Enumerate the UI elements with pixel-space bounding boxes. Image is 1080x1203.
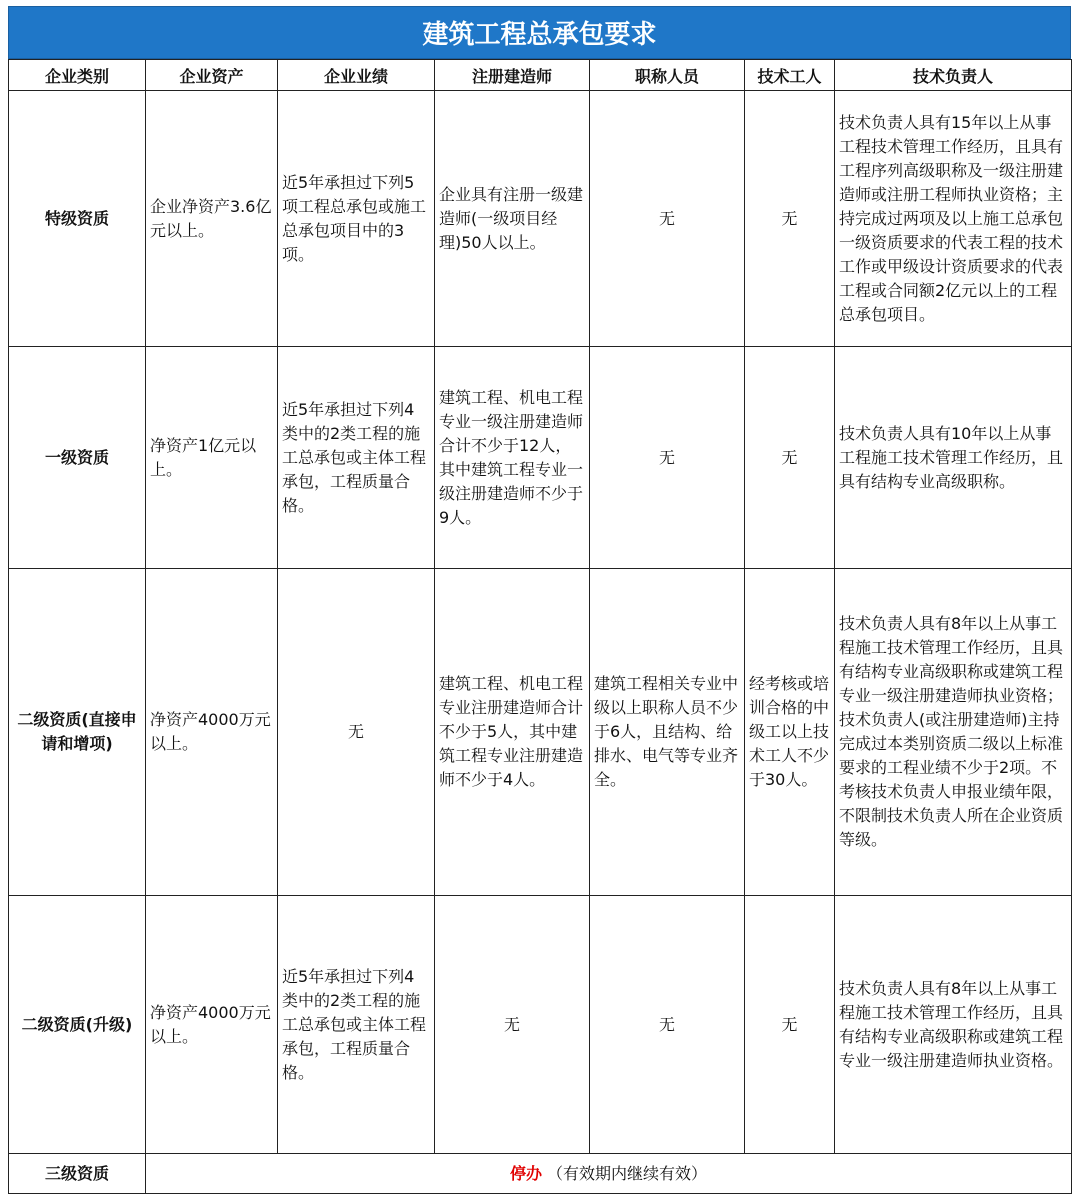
performance-cell: 近5年承担过下列4类中的2类工程的施工总承包或主体工程承包，工程质量合格。 [278,896,435,1154]
header-row [9,60,1072,91]
status-stopped: 停办 [509,1163,542,1183]
tech-lead-cell: 技术负责人具有15年以上从事工程技术管理工作经历，且具有工程序列高级职称及一级注册建造师或注册工程师执业资格；主持完成过两项及以上施工总承包一级资质要求的代表工程的技术工作或甲级设计资质要求的代表工程或合同额2亿元以上的工程总承包项目。 [835,91,1072,347]
header-titled: 职称人员 [590,60,745,91]
tech-lead-cell: 技术负责人具有8年以上从事工程施工技术管理工作经历，且具有结构专业高级职称或建筑工程专业一级注册建造师执业资格；技术负责人(或注册建造师)主持完成过本类别资质二级以上标准要求的工程业绩不少于2项。不考核技术负责人申报业绩年限，不限制技术负责人所在企业资质等级。 [835,569,1072,896]
assets-cell: 净资产4000万元以上。 [146,569,278,896]
header-builders: 注册建造师 [435,60,590,91]
category-cell: 特级资质 [9,91,146,347]
header-tech-lead: 技术负责人 [835,60,1072,91]
workers-cell: 经考核或培训合格的中级工以上技术工人不少于30人。 [745,569,835,896]
builders-cell: 企业具有注册一级建造师(一级项目经理)50人以上。 [435,91,590,347]
table-row-last [9,1154,1072,1194]
builders-cell: 无 [435,896,590,1154]
titled-cell: 无 [590,91,745,347]
assets-cell: 企业净资产3.6亿元以上。 [146,91,278,347]
builders-cell: 建筑工程、机电工程专业一级注册建造师合计不少于12人，其中建筑工程专业一级注册建造师不少于9人。 [435,347,590,569]
performance-cell: 无 [278,569,435,896]
table-row [9,91,1072,347]
page-title: 建筑工程总承包要求 [8,6,1071,59]
table-row [9,347,1072,569]
header-assets: 企业资产 [146,60,278,91]
category-cell: 二级资质(升级) [9,896,146,1154]
tech-lead-cell: 技术负责人具有10年以上从事工程施工技术管理工作经历，且具有结构专业高级职称。 [835,347,1072,569]
titled-cell: 建筑工程相关专业中级以上职称人员不少于6人，且结构、给排水、电气等专业齐全。 [590,569,745,896]
tech-lead-cell: 技术负责人具有8年以上从事工程施工技术管理工作经历，且具有结构专业高级职称或建筑工程专业一级注册建造师执业资格。 [835,896,1072,1154]
table-row [9,569,1072,896]
titled-cell: 无 [590,347,745,569]
header-category: 企业类别 [9,60,146,91]
workers-cell: 无 [745,347,835,569]
status-note: （有效期内继续有效） [547,1163,708,1183]
performance-cell: 近5年承担过下列4类中的2类工程的施工总承包或主体工程承包，工程质量合格。 [278,347,435,569]
builders-cell: 建筑工程、机电工程专业注册建造师合计不少于5人，其中建筑工程专业注册建造师不少于4人。 [435,569,590,896]
table-row [9,896,1072,1154]
header-performance: 企业业绩 [278,60,435,91]
workers-cell: 无 [745,896,835,1154]
requirements-table [8,59,1072,1194]
category-cell: 一级资质 [9,347,146,569]
workers-cell: 无 [745,91,835,347]
assets-cell: 净资产1亿元以上。 [146,347,278,569]
category-cell: 三级资质 [9,1154,146,1194]
status-cell [146,1154,1072,1194]
titled-cell: 无 [590,896,745,1154]
header-workers: 技术工人 [745,60,835,91]
category-cell: 二级资质(直接申请和增项) [9,569,146,896]
performance-cell: 近5年承担过下列5项工程总承包或施工总承包项目中的3项。 [278,91,435,347]
assets-cell: 净资产4000万元以上。 [146,896,278,1154]
